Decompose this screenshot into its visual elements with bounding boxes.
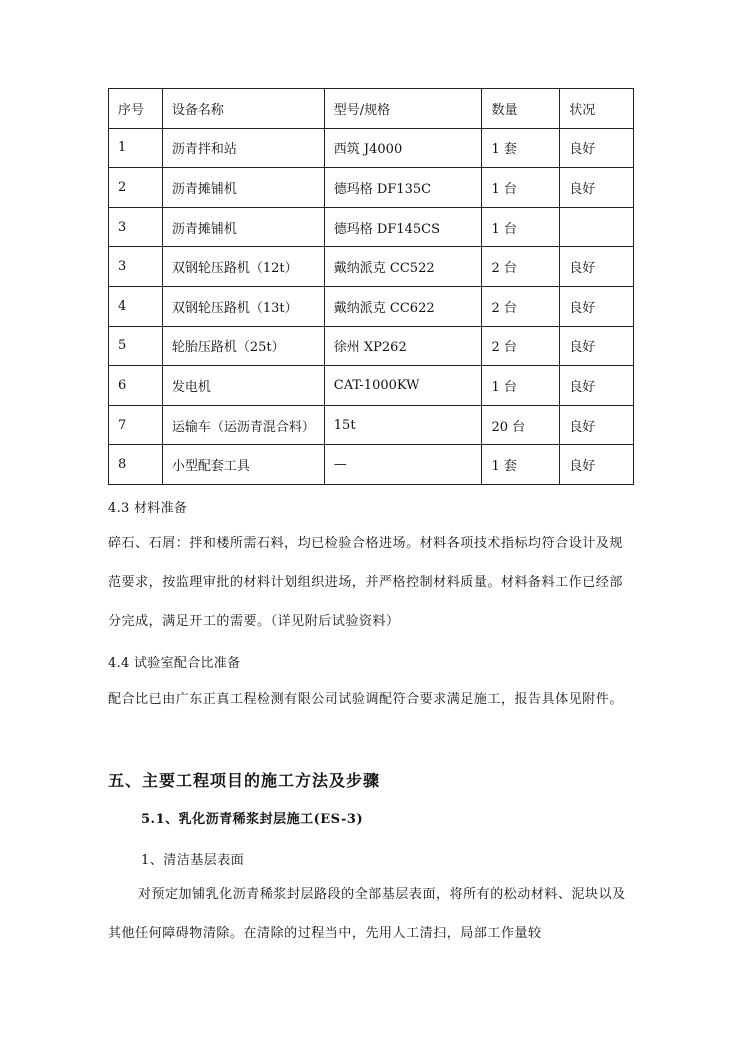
cell-equipment-name: 小型配套工具 <box>162 445 324 485</box>
cell-model: 德玛格 DF135C <box>324 168 482 208</box>
header-quantity: 数量 <box>482 89 560 129</box>
cell-model: 戴纳派克 CC622 <box>324 286 482 326</box>
cell-condition: 良好 <box>560 286 634 326</box>
step-1-body: 对预定加铺乳化沥青稀浆封层路段的全部基层表面，将所有的松动材料、泥块以及其他任何障碍物清除。在清除的过程当中，先用人工清扫，局部工作量较 <box>108 887 626 941</box>
cell-equipment-name: 沥青拌和站 <box>162 128 324 168</box>
cell-quantity: 1 套 <box>482 128 560 168</box>
cell-model: 西筑 J4000 <box>324 128 482 168</box>
header-index: 序号 <box>109 89 163 129</box>
cell-equipment-name: 轮胎压路机（25t） <box>162 326 324 366</box>
chapter-5-heading: 五、主要工程项目的施工方法及步骤 <box>108 771 381 790</box>
cell-model: — <box>324 445 482 485</box>
cell-quantity: 2 台 <box>482 326 560 366</box>
cell-equipment-name: 双钢轮压路机（12t） <box>162 247 324 287</box>
table-row <box>109 286 634 326</box>
cell-condition: 良好 <box>560 405 634 445</box>
cell-index: 3 <box>109 247 163 287</box>
step-1-title: 1、清洁基层表面 <box>141 853 245 868</box>
table-row <box>109 207 634 247</box>
cell-quantity: 2 台 <box>482 286 560 326</box>
table-row <box>109 366 634 406</box>
cell-model: 徐州 XP262 <box>324 326 482 366</box>
cell-equipment-name: 双钢轮压路机（13t） <box>162 286 324 326</box>
section-5-1-heading: 5.1、乳化沥青稀浆封层施工(ES-3) <box>141 812 364 827</box>
equipment-table <box>108 88 634 485</box>
table-row <box>109 405 634 445</box>
header-equipment-name: 设备名称 <box>162 89 324 129</box>
cell-condition: 良好 <box>560 168 634 208</box>
cell-quantity: 1 台 <box>482 168 560 208</box>
table-row <box>109 247 634 287</box>
cell-index: 6 <box>109 366 163 406</box>
cell-quantity: 2 台 <box>482 247 560 287</box>
cell-condition: 良好 <box>560 366 634 406</box>
cell-equipment-name: 沥青摊铺机 <box>162 168 324 208</box>
cell-equipment-name: 发电机 <box>162 366 324 406</box>
cell-index: 1 <box>109 128 163 168</box>
cell-quantity: 1 套 <box>482 445 560 485</box>
cell-index: 7 <box>109 405 163 445</box>
header-condition: 状况 <box>560 89 634 129</box>
cell-model: 戴纳派克 CC522 <box>324 247 482 287</box>
header-model: 型号/规格 <box>324 89 482 129</box>
cell-index: 8 <box>109 445 163 485</box>
cell-model: 15t <box>324 405 482 445</box>
table-row <box>109 128 634 168</box>
table-row <box>109 326 634 366</box>
table-header-row <box>109 89 634 129</box>
cell-model: CAT-1000KW <box>324 366 482 406</box>
cell-index: 4 <box>109 286 163 326</box>
cell-quantity: 1 台 <box>482 366 560 406</box>
section-4-4-body: 配合比已由广东正真工程检测有限公司试验调配符合要求满足施工，报告具体见附件。 <box>108 692 623 707</box>
cell-index: 2 <box>109 168 163 208</box>
cell-condition: 良好 <box>560 247 634 287</box>
table-row <box>109 445 634 485</box>
cell-condition <box>560 207 634 247</box>
table-row <box>109 168 634 208</box>
cell-equipment-name: 沥青摊铺机 <box>162 207 324 247</box>
cell-condition: 良好 <box>560 445 634 485</box>
cell-quantity: 20 台 <box>482 405 560 445</box>
cell-condition: 良好 <box>560 128 634 168</box>
cell-index: 3 <box>109 207 163 247</box>
cell-equipment-name: 运输车（运沥青混合料） <box>162 405 324 445</box>
section-4-4-title: 4.4 试验室配合比准备 <box>108 656 241 671</box>
section-4-3-body: 碎石、石屑：拌和楼所需石料，均已检验合格进场。材料各项技术指标均符合设计及规范要求，按监理审批的材料计划组织进场，并严格控制材料质量。材料备料工作已经部分完成，满足开工的需要。（详见附后试验资料） <box>108 536 623 629</box>
cell-index: 5 <box>109 326 163 366</box>
cell-model: 德玛格 DF145CS <box>324 207 482 247</box>
section-4-3-title: 4.3 材料准备 <box>108 501 188 516</box>
cell-quantity: 1 台 <box>482 207 560 247</box>
cell-condition: 良好 <box>560 326 634 366</box>
